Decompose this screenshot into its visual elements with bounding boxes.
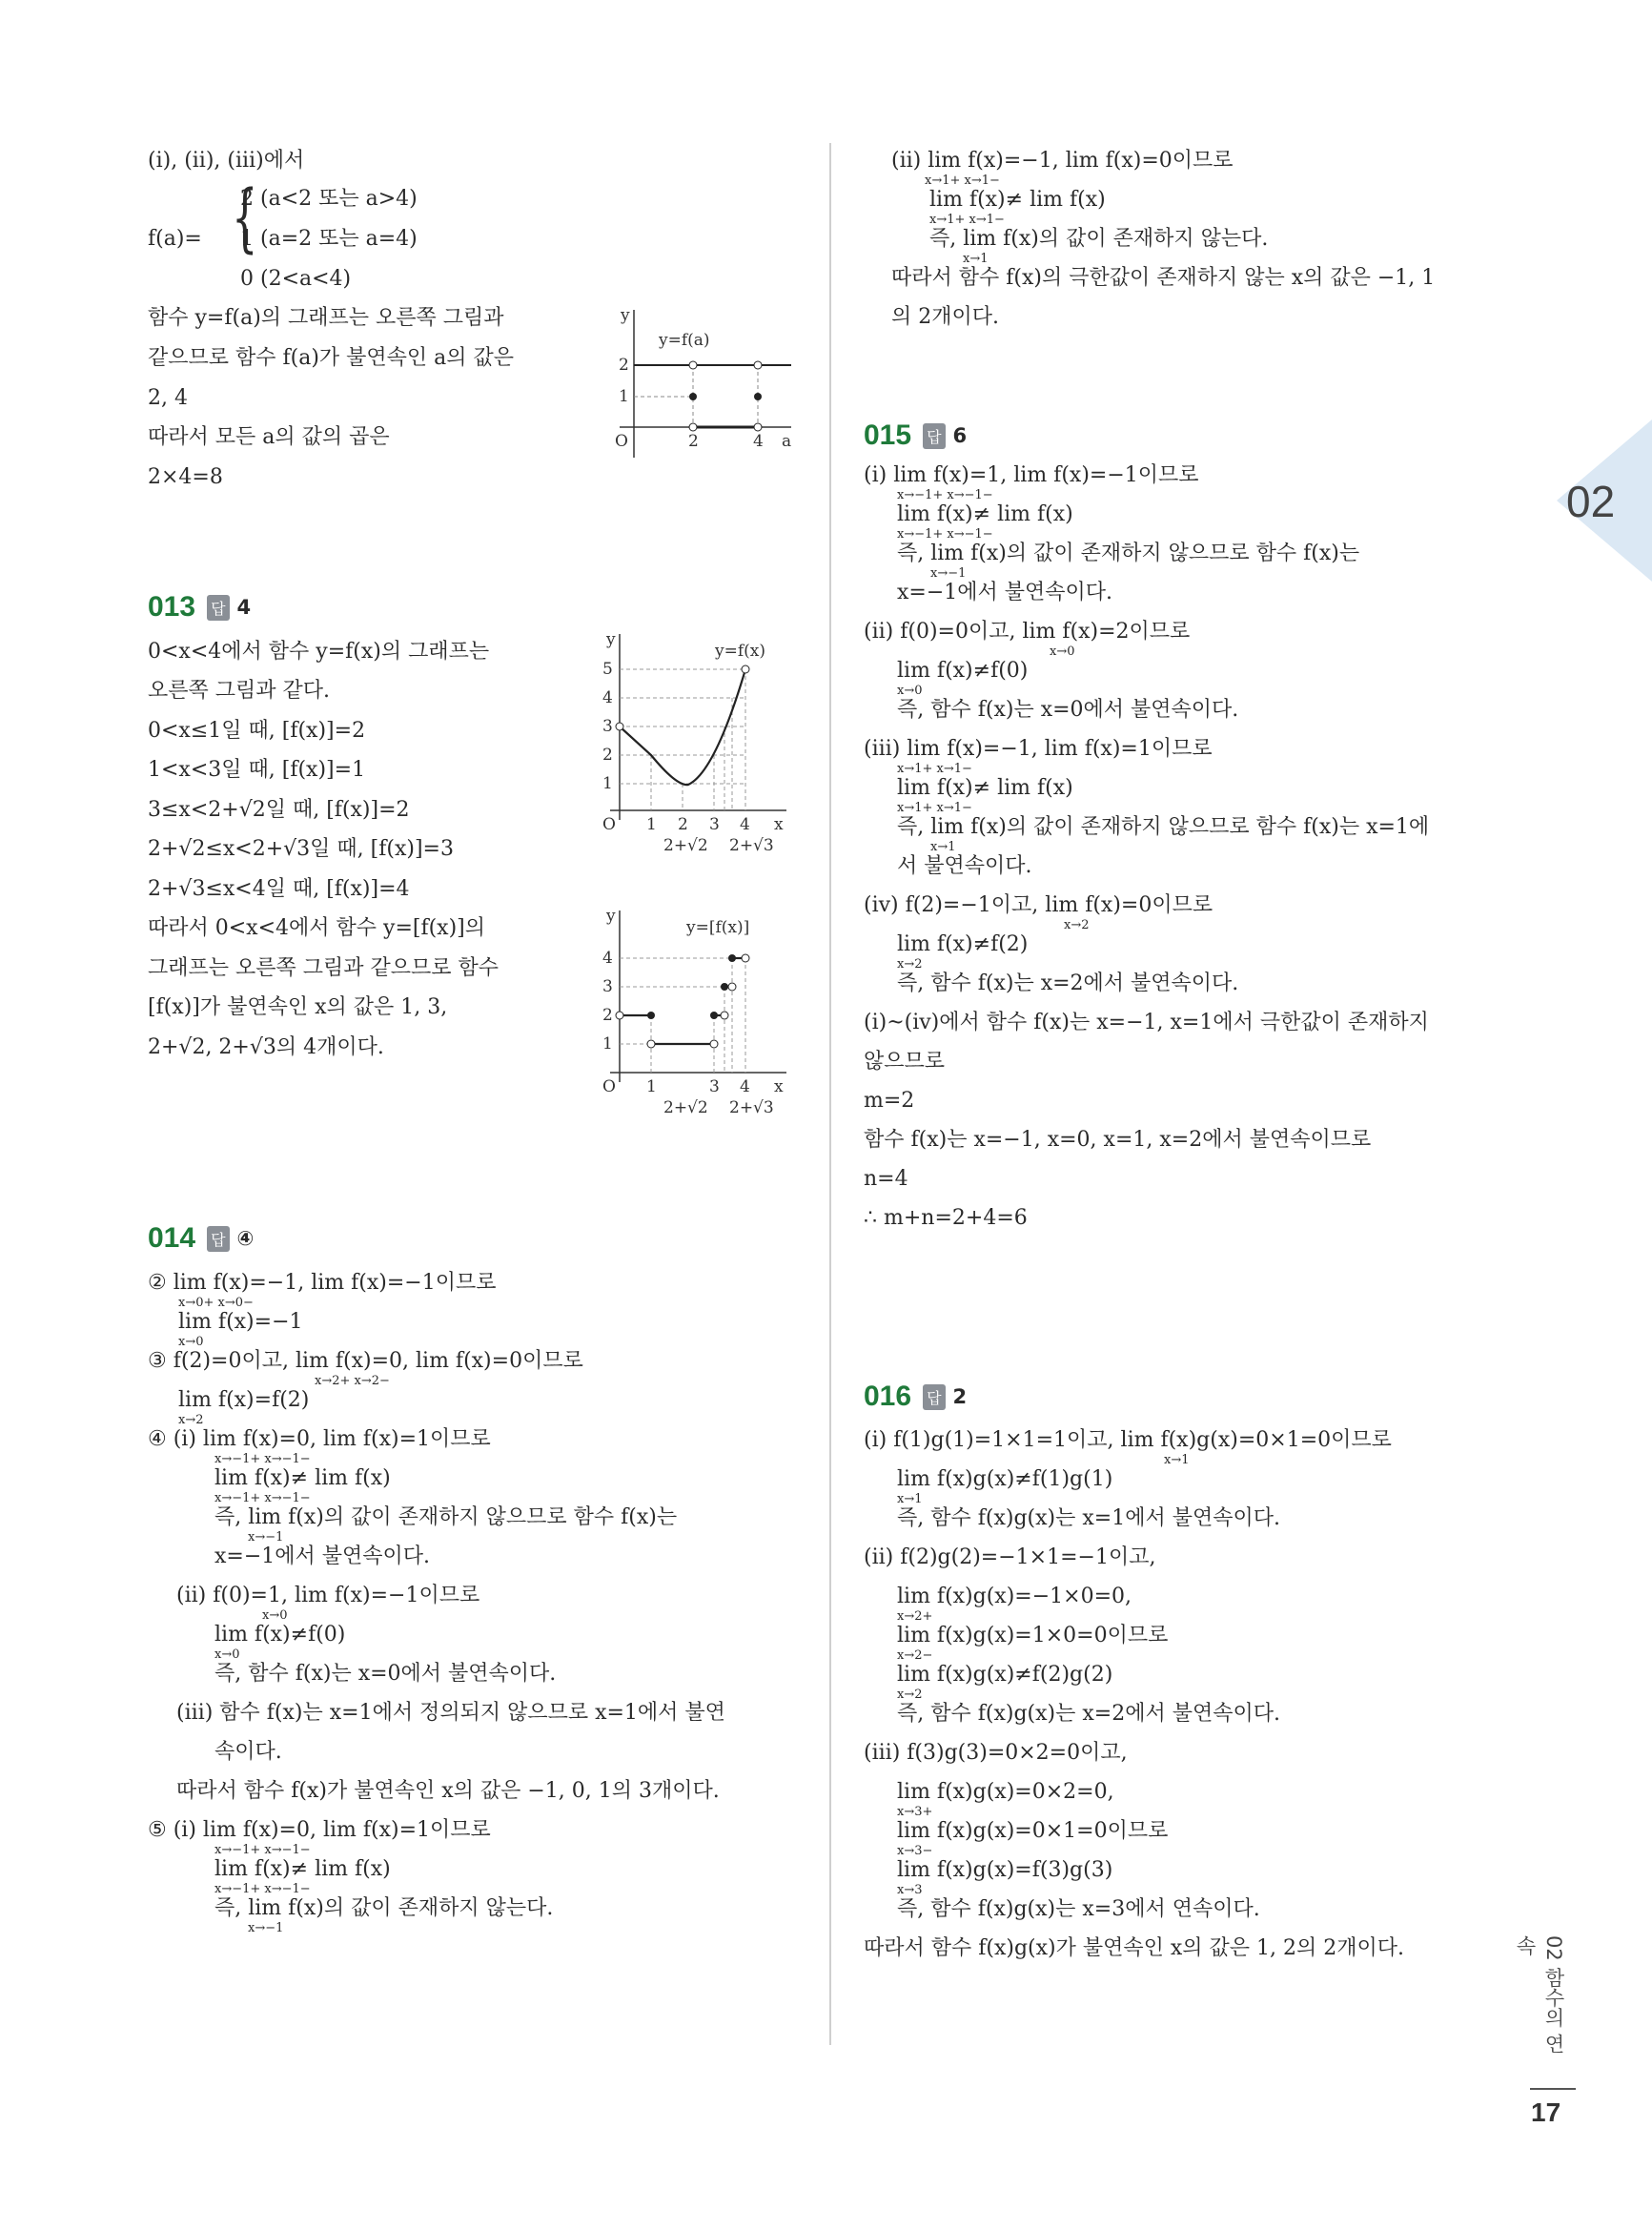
text-line: (ⅳ) f(2)=−1이고, lim f(x)=0이므로 [864,893,1214,917]
limit-subscript: x→1+ x→1− [929,213,1005,227]
limit-subscript: x→0 [262,1608,288,1623]
text-line: lim f(x)≠ lim f(x) [897,776,1073,800]
text-line: 따라서 함수 f(x)의 극한값이 존재하지 않는 x의 값은 −1, 1 [891,266,1436,290]
limit-subscript: x→3 [897,1883,923,1897]
text-line: 즉, 함수 f(x)g(x)는 x=3에서 연속이다. [897,1897,1260,1921]
text-line: lim f(x)g(x)=−1×0=0, [897,1585,1132,1608]
text-line: n=4 [864,1167,908,1191]
limit-subscript: x→2+ [897,1609,933,1624]
text-line: (ⅰ) f(1)g(1)=1×1=1이고, lim f(x)g(x)=0×1=0이므로 [864,1428,1392,1452]
y-tick: 4 [602,688,613,707]
text-line: lim f(x)g(x)≠f(2)g(2) [897,1663,1113,1687]
chapter-tab [1547,419,1652,582]
text-line: ③ f(2)=0이고, lim f(x)=0, lim f(x)=0이므로 [148,1349,583,1373]
text-line: ④ (ⅰ) lim f(x)=0, lim f(x)=1이므로 [148,1427,491,1451]
x-subtick: 2+√2 [663,1098,708,1117]
y-tick: 1 [602,774,613,793]
text-line: lim f(x)g(x)=f(3)g(3) [897,1858,1113,1882]
axis-label-y: y [606,907,616,926]
text-line: ⑤ (ⅰ) lim f(x)=0, lim f(x)=1이므로 [148,1818,491,1842]
limit-subscript: x→0 [214,1647,240,1662]
text-line: 즉, lim f(x)의 값이 존재하지 않으므로 함수 f(x)는 [897,542,1360,565]
limit-subscript: x→1 [1164,1453,1190,1467]
x-tick: 4 [740,1077,750,1096]
limit-subscript: x→0 [178,1335,204,1349]
x-tick: 3 [709,1077,720,1096]
text-line: 즉, 함수 f(x)g(x)는 x=2에서 불연속이다. [897,1702,1280,1726]
text-line: (ⅱ) lim f(x)=−1, lim f(x)=0이므로 [891,149,1234,173]
limit-subscript: x→0+ x→0− [178,1296,254,1310]
x-tick: 3 [709,815,720,834]
limit-subscript: x→2 [897,957,923,972]
y-tick: 4 [602,949,613,968]
answer-value: 6 [952,424,968,447]
text-line: lim f(x)g(x)=1×0=0이므로 [897,1624,1169,1647]
x-tick: 4 [753,432,764,451]
y-tick: 3 [602,717,613,736]
text-line: 서 불연속이다. [897,854,1032,878]
origin-label: O [615,432,628,451]
graph-title: y=f(a) [659,331,710,350]
limit-subscript: x→−1+ x→−1− [214,1491,311,1505]
text-line: (ⅱ) f(0)=1, lim f(x)=−1이므로 [176,1584,480,1607]
text-line: lim f(x)g(x)=0×1=0이므로 [897,1819,1169,1843]
page-number: 17 [1531,2097,1561,2127]
y-tick: 1 [619,387,629,406]
text-line: 0<x≤1일 때, [f(x)]=2 [148,719,366,743]
limit-subscript: x→1+ x→1− [897,762,972,776]
x-tick: 1 [646,815,657,834]
origin-label: O [602,1077,616,1096]
text-line: 2+√2≤x<2+√3일 때, [f(x)]=3 [148,837,454,861]
text-line: (ⅲ) f(3)g(3)=0×2=0이고, [864,1741,1128,1765]
chapter-title: 02 함수의 연속 [1514,1935,1565,2055]
limit-subscript: x→1+ x→1− [897,801,972,815]
problem-header-015 [864,419,967,452]
text-line: m=2 [864,1089,915,1113]
text-line: 즉, 함수 f(x)g(x)는 x=1에서 불연속이다. [897,1506,1280,1530]
text-line: 0<x<4에서 함수 y=f(x)의 그래프는 [148,640,490,664]
text-line: lim f(x)≠ lim f(x) [214,1857,391,1881]
axis-label-y: y [606,630,616,649]
text-line: 함수 y=f(a)의 그래프는 오른쪽 그림과 [148,306,504,330]
text-line: 즉, 함수 f(x)는 x=2에서 불연속이다. [897,972,1239,995]
text-line: lim f(x)≠ lim f(x) [897,502,1073,526]
limit-subscript: x→−1+ x→−1− [897,527,993,542]
text-line: [f(x)]가 불연속인 x의 값은 1, 3, [148,995,448,1019]
text-line: x=−1에서 불연속이다. [214,1545,431,1568]
x-tick: 1 [646,1077,657,1096]
text-line: lim f(x)g(x)=0×2=0, [897,1780,1114,1804]
limit-subscript: x→−1+ x→−1− [214,1882,311,1896]
text-line: 속이다. [214,1740,282,1764]
answer-tag: 답 [207,595,229,621]
y-tick: 2 [602,1006,613,1025]
text-line: 즉, lim f(x)의 값이 존재하지 않으므로 함수 f(x)는 x=1에 [897,815,1430,839]
origin-label: O [602,815,616,834]
text-line: 따라서 함수 f(x)가 불연속인 x의 값은 −1, 0, 1의 3개이다. [176,1779,720,1803]
limit-subscript: x→2 [178,1413,204,1427]
chapter-number: 02 [1566,477,1616,526]
limit-subscript: x→1 [930,840,956,854]
text-line: 즉, lim f(x)의 값이 존재하지 않으므로 함수 f(x)는 [214,1505,678,1529]
text-line: 그래프는 오른쪽 그림과 같으므로 함수 [148,956,500,980]
x-tick: 2 [678,815,688,834]
text-line: 3≤x<2+√2일 때, [f(x)]=2 [148,798,410,822]
x-tick: 2 [688,432,699,451]
problem-number: 016 [864,1381,912,1412]
text-line: lim f(x)=f(2) [178,1388,310,1412]
limit-subscript: x→2+ x→2− [315,1374,390,1388]
limit-subscript: x→2 [1064,918,1090,932]
text-line: f(a)= [148,227,202,251]
y-tick: 5 [602,660,613,679]
y-tick: 1 [602,1034,613,1054]
limit-subscript: x→3− [897,1844,933,1858]
text-line: 2×4=8 [148,465,223,489]
side-rule [1530,2088,1576,2090]
brace: { [232,175,258,261]
text-line: lim f(x)≠f(2) [897,932,1029,956]
limit-subscript: x→−1+ x→−1− [214,1452,311,1466]
text-line: (ⅰ) lim f(x)=1, lim f(x)=−1이므로 [864,463,1199,487]
graph-title: y=[f(x)] [686,918,750,937]
text-line: 즉, lim f(x)의 값이 존재하지 않는다. [214,1896,554,1920]
text-line: lim f(x)≠f(0) [897,659,1029,683]
text-line: (ⅰ), (ⅱ), (ⅲ)에서 [148,149,305,173]
axis-label-x: x [774,815,784,834]
axis-label-y: y [621,306,630,325]
y-tick: 3 [602,977,613,996]
text-line: lim f(x)≠f(0) [214,1623,346,1647]
axis-label-x: x [774,1077,784,1096]
axis-label-x: a [782,432,792,451]
limit-subscript: x→0 [1050,644,1075,659]
text-line: ∴ m+n=2+4=6 [864,1206,1028,1230]
limit-subscript: x→1+ x→1− [925,174,1000,188]
text-line: (ⅰ)~(ⅳ)에서 함수 f(x)는 x=−1, x=1에서 극한값이 존재하지 [864,1011,1429,1034]
text-line: 2+√2, 2+√3의 4개이다. [148,1035,384,1059]
text-line: 1<x<3일 때, [f(x)]=1 [148,758,366,782]
text-line: lim f(x)g(x)≠f(1)g(1) [897,1467,1113,1491]
text-line: x=−1에서 불연속이다. [897,581,1113,604]
answer-tag: 답 [207,1226,229,1252]
text-line: (ⅱ) f(2)g(2)=−1×1=−1이고, [864,1545,1156,1569]
y-tick: 2 [619,356,629,375]
problem-header-016 [864,1381,967,1413]
limit-subscript: x→3+ [897,1805,933,1819]
text-line: 즉, 함수 f(x)는 x=0에서 불연속이다. [897,698,1239,722]
problem-number: 014 [148,1222,196,1254]
text-line: 2, 4 [148,386,188,410]
problem-number: 013 [148,591,196,623]
answer-value: ④ [236,1227,255,1250]
text-line: 오른쪽 그림과 같다. [148,679,330,703]
limit-subscript: x→1 [897,1492,923,1506]
x-subtick: 2+√3 [729,1098,774,1117]
text-line: (ⅱ) f(0)=0이고, lim f(x)=2이므로 [864,620,1191,644]
limit-subscript: x→0 [897,684,923,698]
text-line: lim f(x)=−1 [178,1310,303,1334]
limit-subscript: x→1 [963,252,989,266]
text-line: 의 2개이다. [891,305,999,329]
text-line: 따라서 함수 f(x)g(x)가 불연속인 x의 값은 1, 2의 2개이다. [864,1936,1404,1960]
x-tick: 4 [740,815,750,834]
limit-subscript: x→2− [897,1648,933,1663]
x-subtick: 2+√2 [663,836,708,855]
text-line: lim f(x)≠ lim f(x) [214,1466,391,1490]
text-line: 않으므로 [864,1050,946,1074]
limit-subscript: x→−1+ x→−1− [214,1843,311,1857]
answer-value: 4 [236,596,252,619]
text-line: 즉, 함수 f(x)는 x=0에서 불연속이다. [214,1662,557,1686]
text-line: 2 (a<2 또는 a>4) [240,187,418,211]
text-line: 함수 f(x)는 x=−1, x=0, x=1, x=2에서 불연속이므로 [864,1128,1372,1152]
problem-number: 015 [864,419,912,451]
graph-title: y=f(x) [715,642,765,661]
y-tick: 2 [602,746,613,765]
limit-subscript: x→−1+ x→−1− [897,488,993,502]
text-line: 따라서 모든 a의 값의 곱은 [148,425,390,449]
limit-subscript: x→−1 [248,1530,284,1545]
text-line: 1 (a=2 또는 a=4) [240,227,418,251]
text-line: (ⅲ) 함수 f(x)는 x=1에서 정의되지 않으므로 x=1에서 불연 [176,1701,725,1725]
limit-subscript: x→2 [897,1688,923,1702]
answer-tag: 답 [923,1384,945,1410]
limit-subscript: x→−1 [248,1921,284,1935]
text-line: (ⅲ) lim f(x)=−1, lim f(x)=1이므로 [864,737,1213,761]
text-line: 2+√3≤x<4일 때, [f(x)]=4 [148,877,410,901]
text-line: ② lim f(x)=−1, lim f(x)=−1이므로 [148,1271,497,1295]
answer-tag: 답 [923,423,945,449]
text-line: 같으므로 함수 f(a)가 불연속인 a의 값은 [148,346,515,370]
text-line: 0 (2<a<4) [240,267,352,291]
answer-value: 2 [952,1385,968,1408]
x-subtick: 2+√3 [729,836,774,855]
text-line: 즉, lim f(x)의 값이 존재하지 않는다. [929,227,1269,251]
text-line: 따라서 0<x<4에서 함수 y=[f(x)]의 [148,916,486,940]
text-line: lim f(x)≠ lim f(x) [929,188,1106,212]
limit-subscript: x→−1 [930,566,967,581]
